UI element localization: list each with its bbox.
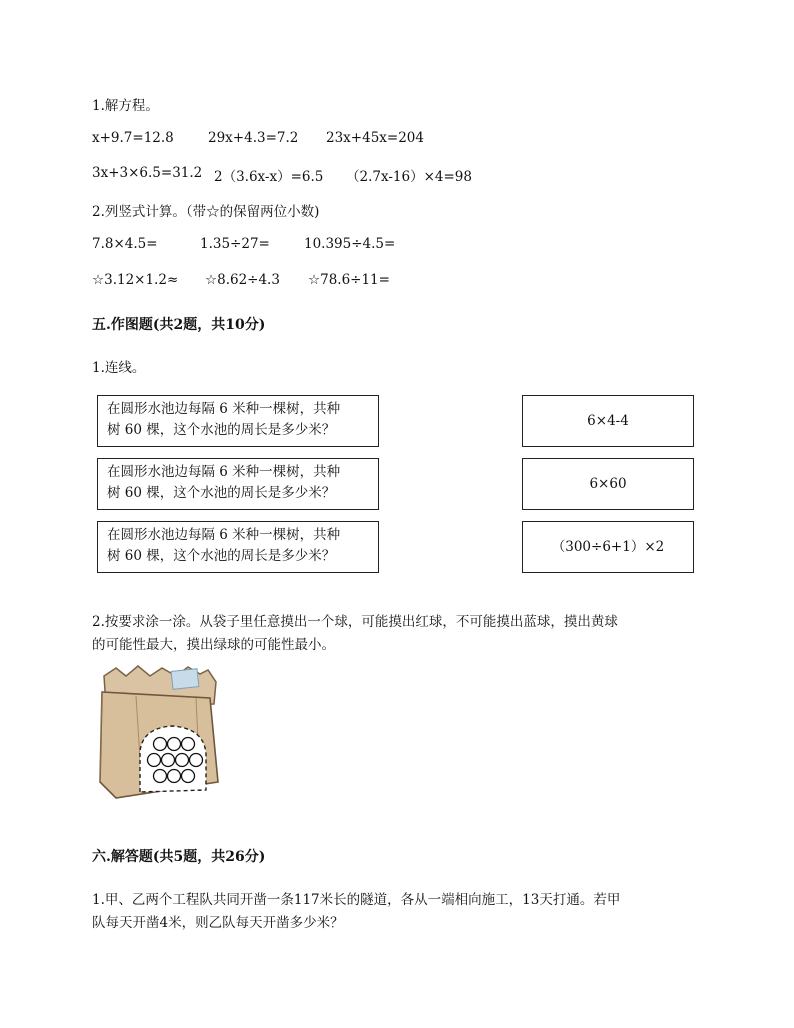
box-text: 在圆形水池边每隔 6 米种一棵树，共种: [107, 527, 341, 543]
box-expression: 6×4-4: [587, 412, 629, 429]
vertical-calc-title: 2.列竖式计算。（带☆的保留两位小数): [92, 204, 320, 220]
box-expression: 6×60: [589, 475, 627, 492]
calc-item: ☆8.62÷4.3: [205, 272, 280, 288]
calc-item: 1.35÷27=: [200, 236, 270, 252]
word-problem-line-2: 队每天开凿4米，则乙队每天开凿多少米？: [92, 915, 344, 931]
equation-row-1: [92, 130, 424, 146]
box-text: 树 60 棵，这个水池的周长是多少米？: [107, 548, 336, 564]
calc-row-1: [92, 236, 396, 252]
coloring-question-line-1: 2.按要求涂一涂。从袋子里任意摸出一个球，可能摸出红球，不可能摸出蓝球，摸出黄球: [92, 614, 618, 630]
equation: x+9.7=12.8: [92, 130, 174, 146]
section-5-heading: 五.作图题(共2题，共10分): [92, 317, 266, 333]
coloring-question-line-2: 的可能性最大，摸出绿球的可能性最小。: [92, 637, 335, 653]
calc-row-2: [92, 272, 390, 288]
match-left-box-2: [97, 458, 379, 510]
calc-item: 10.395÷4.5=: [304, 236, 396, 252]
equations-title: 1.解方程。: [92, 98, 159, 114]
calc-item: 7.8×4.5=: [92, 236, 158, 252]
box-text: 树 60 棵，这个水池的周长是多少米？: [107, 422, 336, 438]
section-6-heading: 六.解答题(共5题，共26分): [92, 849, 266, 865]
match-right-box-1: [522, 395, 694, 447]
match-right-box-3: [522, 521, 694, 573]
box-expression: （300÷6+1）×2: [551, 538, 665, 555]
paper-bag-illustration: [96, 664, 224, 806]
box-text: 在圆形水池边每隔 6 米种一棵树，共种: [107, 401, 341, 417]
balls-group: [148, 738, 203, 783]
box-text: 在圆形水池边每隔 6 米种一棵树，共种: [107, 464, 341, 480]
box-text: 树 60 棵，这个水池的周长是多少米？: [107, 485, 336, 501]
equation-row-2: [92, 165, 472, 185]
equation: （2.7x-16）×4=98: [346, 169, 472, 185]
match-left-box-3: [97, 521, 379, 573]
equation: 2（3.6x-x）=6.5: [214, 169, 324, 185]
equation: 29x+4.3=7.2: [208, 130, 299, 146]
word-problem-line-1: 1.甲、乙两个工程队共同开凿一条117米长的隧道，各从一端相向施工，13天打通。若甲: [92, 892, 621, 908]
match-right-box-2: [522, 458, 694, 510]
calc-item: ☆3.12×1.2≈: [92, 272, 179, 288]
calc-item: ☆78.6÷11=: [308, 272, 390, 288]
equation: 23x+45x=204: [326, 130, 424, 146]
match-left-box-1: [97, 395, 379, 447]
equation: 3x+3×6.5=31.2: [92, 165, 203, 181]
matching-title: 1.连线。: [92, 360, 146, 376]
